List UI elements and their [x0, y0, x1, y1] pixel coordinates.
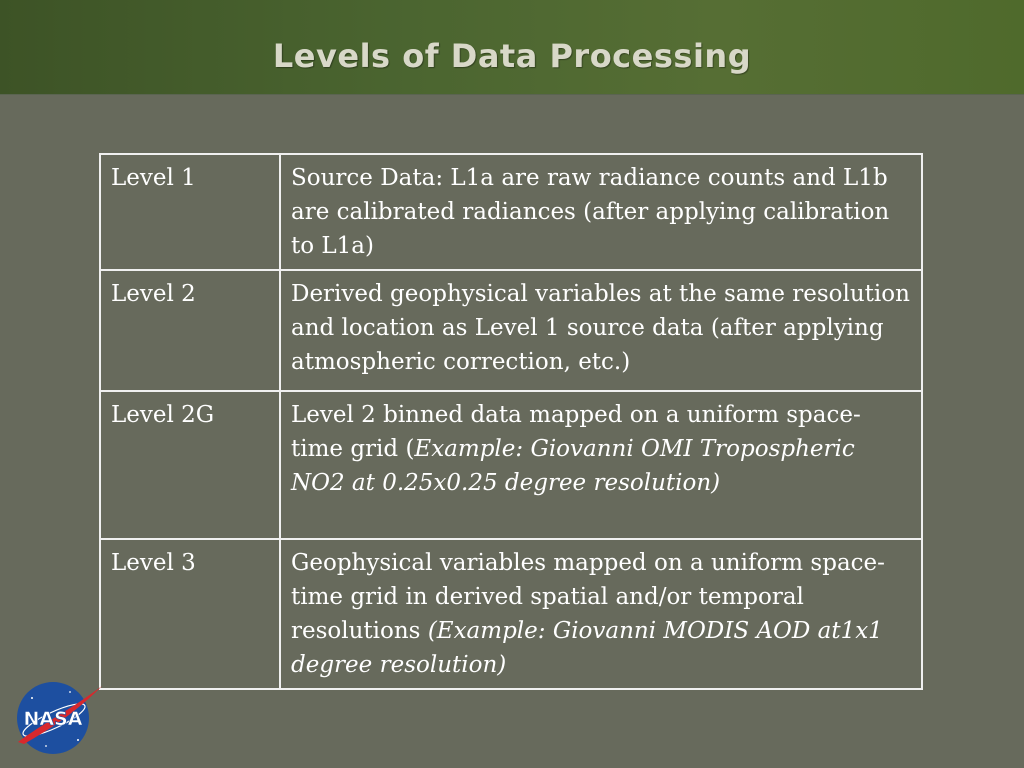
description-cell	[280, 270, 922, 391]
table-row	[100, 154, 922, 270]
description-text: Derived geophysical variables at the same resolution and location as Level 1 source data (after applying atmospheric correction, etc.)	[291, 281, 910, 375]
slide-title: Levels of Data Processing	[272, 37, 752, 75]
nasa-logo-icon	[12, 680, 104, 756]
level-cell: Level 2	[100, 270, 280, 391]
description-cell	[280, 391, 922, 539]
levels-table	[99, 153, 923, 690]
level-cell: Level 3	[100, 539, 280, 689]
description-text: Level 2 binned data mapped on a uniform space-time grid (	[291, 402, 861, 462]
description-cell	[280, 539, 922, 689]
example-text: Example: Giovanni OMI Tropospheric NO2 at 0.25x0.25 degree resolution)	[291, 436, 855, 496]
level-cell: Level 2G	[100, 391, 280, 539]
level-cell: Level 1	[100, 154, 280, 270]
description-text: Geophysical variables mapped on a uniform space-time grid in derived spatial and/or temporal resolutions	[291, 550, 885, 644]
table-row	[100, 391, 922, 539]
table-row	[100, 270, 922, 391]
description-text: Source Data: L1a are raw radiance counts and L1b are calibrated radiances (after applying calibration to L1a)	[291, 165, 890, 259]
example-text: (Example: Giovanni MODIS AOD at1x1 degree resolution)	[291, 618, 883, 678]
description-cell	[280, 154, 922, 270]
table-row	[100, 539, 922, 689]
logo-text: NASA	[23, 708, 83, 730]
